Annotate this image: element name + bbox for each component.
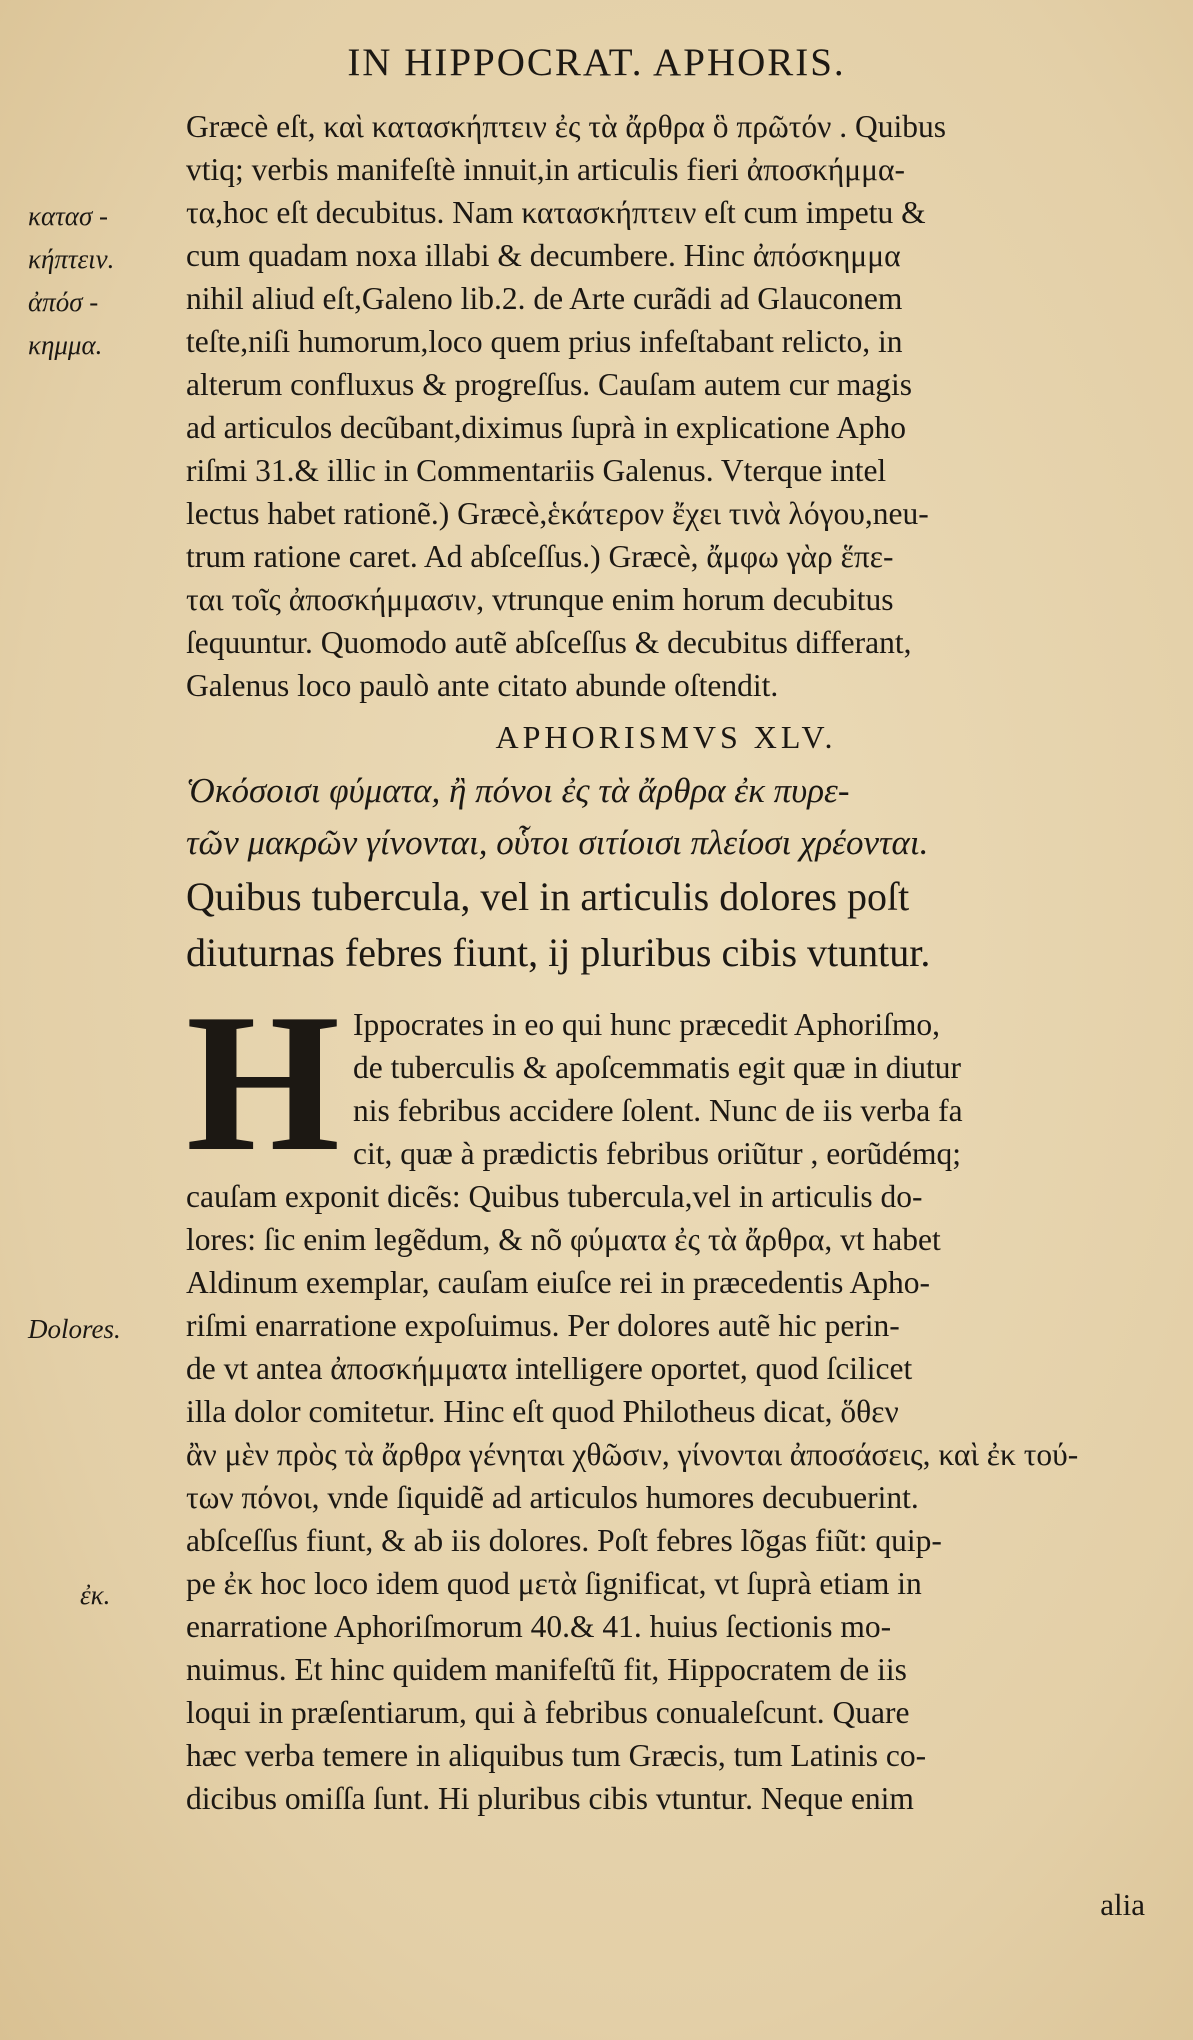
text-line: ἂν μὲν πρὸς τὰ ἄρθρα γένηται χθῶσιν, γίνονται ἀποσάσεις, καὶ ἐκ τού- [186,1437,1079,1472]
catchword: alia [1100,1887,1145,1922]
text-line: cauſam exponit dicẽs: Quibus tubercula,vel in articulis do- [186,1179,923,1214]
text-line: de vt antea ἀποσκήμματα intelligere oportet, quod ſcilicet [186,1351,913,1386]
margin-note-dolores: Dolores. [28,1314,121,1344]
aphorism-title: APHORISMVS XLV. [495,719,837,755]
text-line: cum quadam noxa illabi & decumbere. Hinc ἀπόσκημμα [186,238,901,273]
text-line: τα,hoc eſt decubitus. Nam κατασκήπτειν eſt cum impetu & [186,195,926,230]
text-line: των πόνοι, vnde ſiquidẽ ad articulos humores decubuerint. [186,1480,919,1515]
text-line: nis febribus accidere ſolent. Nunc de iis verba fa [353,1093,963,1128]
margin-note-line: κατασ - [28,201,109,231]
text-line: pe ἐκ hoc loco idem quod μετὰ ſignificat, vt ſuprà etiam in [186,1566,922,1601]
text-line: ſequuntur. Quomodo autẽ abſceſſus & decubitus differant, [186,625,912,660]
greek-aphorism-line: Ὁκόσοισι φύματα, ἢ πόνοι ἐς τὰ ἄρθρα ἐκ πυρε- [186,771,850,810]
margin-note-ek: ἐκ. [80,1580,111,1610]
commentary-block-main [186,973,1146,1820]
commentary-block-top [186,105,1146,981]
text-line: loqui in præſentiarum, qui à febribus conualeſcunt. Quare [186,1695,910,1730]
text-line: Galenus loco paulò ante citato abunde oſtendit. [186,668,779,703]
text-line: hæc verba temere in aliquibus tum Græcis, tum Latinis co- [186,1738,927,1773]
text-line: lectus habet rationẽ.) Græcè,ἑκάτερον ἔχει τινὰ λόγου,neu- [186,496,929,531]
text-line: teſte,niſi humorum,loco quem prius infeſtabant relicto, in [186,324,903,359]
text-line: trum ratione caret. Ad abſceſſus.) Græcè, ἄμφω γὰρ ἕπε- [186,539,894,574]
text-line: Ippocrates in eo qui hunc præcedit Aphoriſmo, [353,1007,940,1042]
drop-cap: H [186,973,341,1192]
text-line: cit, quæ à prædictis febribus oriũtur , eorũdémq; [353,1136,962,1171]
text-line: nuimus. Et hinc quidem manifeſtũ fit, Hippocratem de iis [186,1652,907,1687]
margin-note-line: κήπτειν. [28,244,115,274]
latin-aphorism-line: Quibus tubercula, vel in articulis dolores poſt [186,874,910,919]
text-line: de tuberculis & apoſcemmatis egit quæ in diutur [353,1050,962,1085]
text-line: ad articulos decũbant,diximus ſuprà in explicatione Apho [186,410,906,445]
text-line: alterum confluxus & progreſſus. Cauſam autem cur magis [186,367,913,402]
margin-note-kataskeptein [28,195,168,367]
running-header: IN HIPPOCRAT. APHORIS. [347,41,846,84]
text-line: Aldinum exemplar, cauſam eiuſce rei in præcedentis Apho- [186,1265,931,1300]
greek-aphorism-line: τῶν μακρῶν γίνονται, οὗτοι σιτίοισι πλείοσι χρέονται. [186,823,929,862]
text-line: nihil aliud eſt,Galeno lib.2. de Arte curãdi ad Glauconem [186,281,903,316]
text-line: dicibus omiſſa ſunt. Hi pluribus cibis vtuntur. Neque enim [186,1781,914,1816]
margin-note-line: ἀπόσ - [28,287,99,317]
text-line: riſmi enarratione expoſuimus. Per dolores autẽ hic perin- [186,1308,900,1343]
text-line: riſmi 31.& illic in Commentariis Galenus. Vterque intel [186,453,887,488]
text-line: ται τοῖς ἀποσκήμμασιν, vtrunque enim horum decubitus [186,582,894,617]
text-line: lores: ſic enim legẽdum, & nõ φύματα ἐς τὰ ἄρθρα, vt habet [186,1222,941,1257]
latin-aphorism-line: diuturnas febres fiunt, ij pluribus cibis vtuntur. [186,930,931,975]
text-line: enarratione Aphoriſmorum 40.& 41. huius ſectionis mo- [186,1609,892,1644]
text-line: abſceſſus fiunt, & ab iis dolores. Poſt febres lõgas fiũt: quip- [186,1523,942,1558]
text-line: vtiq; verbis manifeſtè innuit,in articulis fieri ἀποσκήμμα- [186,152,905,187]
text-line: illa dolor comitetur. Hinc eſt quod Philotheus dicat, ὅθεν [186,1394,899,1429]
margin-note-line: κημμα. [28,330,103,360]
text-line: Græcè eſt, καὶ κατασκήπτειν ἐς τὰ ἄρθρα ὃ πρῶτόν . Quibus [186,109,947,144]
